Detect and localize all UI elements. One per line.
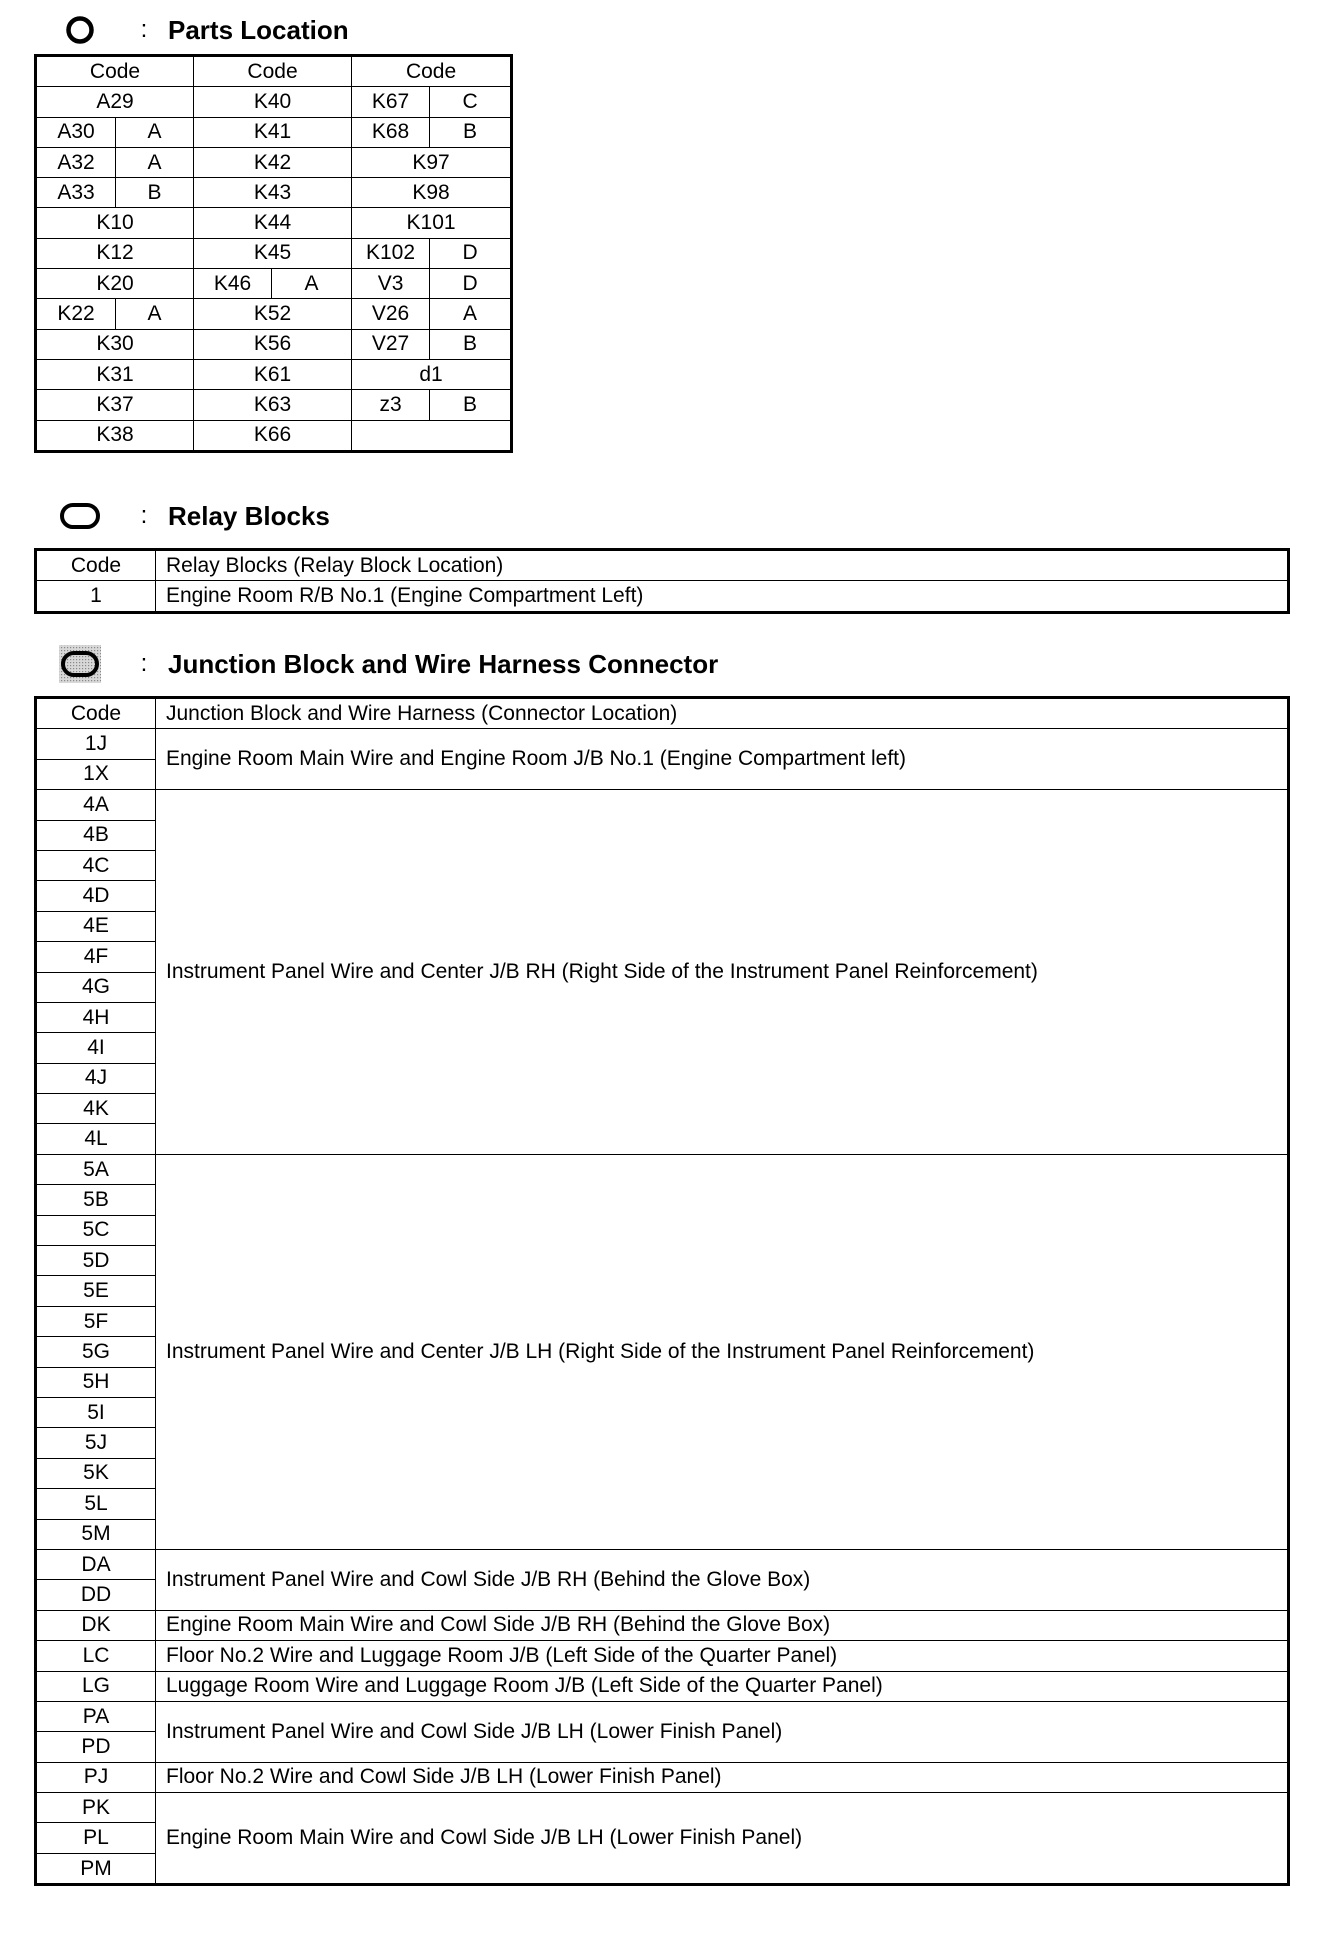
junction-code-cell: 4D xyxy=(36,881,156,911)
table-row xyxy=(36,178,512,208)
part-code-cell: K12 xyxy=(36,238,194,268)
table-row xyxy=(36,1610,1289,1640)
junction-code-cell: 5G xyxy=(36,1337,156,1367)
part-location-letter-cell: A xyxy=(116,299,194,329)
part-location-letter-cell: B xyxy=(116,178,194,208)
table-row xyxy=(36,359,512,389)
part-code-cell: A33 xyxy=(36,178,116,208)
junction-desc-cell: Instrument Panel Wire and Cowl Side J/B RH (Behind the Glove Box) xyxy=(156,1549,1289,1610)
part-code-cell: K101 xyxy=(352,208,512,238)
part-location-letter-cell: A xyxy=(430,299,512,329)
table-header-row xyxy=(36,550,1289,581)
part-code-cell: K40 xyxy=(194,87,352,117)
part-code-cell: V3 xyxy=(352,269,430,299)
junction-code-cell: LC xyxy=(36,1641,156,1671)
part-code-cell: K42 xyxy=(194,147,352,177)
part-code-cell: K46 xyxy=(194,269,272,299)
table-row xyxy=(36,581,1289,612)
part-code-cell: K43 xyxy=(194,178,352,208)
part-code-cell: A30 xyxy=(36,117,116,147)
junction-block-title: Junction Block and Wire Harness Connector xyxy=(168,648,719,679)
parts-location-heading xyxy=(58,12,349,48)
junction-code-cell: 4K xyxy=(36,1094,156,1124)
part-code-cell: K61 xyxy=(194,359,352,389)
relay-blocks-table xyxy=(34,548,1290,614)
junction-code-cell: 5K xyxy=(36,1458,156,1488)
part-code-cell: K68 xyxy=(352,117,430,147)
junction-code-cell: PJ xyxy=(36,1762,156,1792)
part-code-cell: K41 xyxy=(194,117,352,147)
table-header-row xyxy=(36,56,512,87)
relay-code-cell: 1 xyxy=(36,581,156,612)
junction-code-cell: 4B xyxy=(36,820,156,850)
part-code-cell: K10 xyxy=(36,208,194,238)
junction-code-cell: 5I xyxy=(36,1397,156,1427)
junction-desc-cell: Instrument Panel Wire and Center J/B RH (Right Side of the Instrument Panel Reinforcement) xyxy=(156,790,1289,1155)
junction-code-cell: 4E xyxy=(36,911,156,941)
junction-block-heading xyxy=(58,646,718,682)
junction-code-cell: PL xyxy=(36,1823,156,1853)
junction-code-cell: 5J xyxy=(36,1428,156,1458)
junction-code-cell: 4I xyxy=(36,1033,156,1063)
part-code-cell: K45 xyxy=(194,238,352,268)
table-row xyxy=(36,1762,1289,1792)
part-code-cell: A32 xyxy=(36,147,116,177)
junction-code-cell: DD xyxy=(36,1580,156,1610)
part-code-cell: K102 xyxy=(352,238,430,268)
junction-code-cell: 5H xyxy=(36,1367,156,1397)
junction-desc-cell: Engine Room Main Wire and Cowl Side J/B RH (Behind the Glove Box) xyxy=(156,1610,1289,1640)
junction-code-cell: DK xyxy=(36,1610,156,1640)
part-code-cell: K63 xyxy=(194,390,352,420)
table-row xyxy=(36,1671,1289,1701)
table-row xyxy=(36,238,512,268)
part-code-cell: K38 xyxy=(36,420,194,451)
junction-desc-cell: Floor No.2 Wire and Luggage Room J/B (Left Side of the Quarter Panel) xyxy=(156,1641,1289,1671)
part-location-letter-cell: B xyxy=(430,390,512,420)
junction-code-cell: 5F xyxy=(36,1306,156,1336)
junction-code-cell: PK xyxy=(36,1793,156,1823)
junction-header-desc: Junction Block and Wire Harness (Connector Location) xyxy=(156,698,1289,729)
table-row xyxy=(36,269,512,299)
table-row xyxy=(36,1701,1289,1731)
part-code-cell xyxy=(352,420,512,451)
part-code-cell: A29 xyxy=(36,87,194,117)
junction-code-cell: 4J xyxy=(36,1063,156,1093)
junction-code-cell: 5A xyxy=(36,1154,156,1184)
junction-code-cell: PA xyxy=(36,1701,156,1731)
part-code-cell: K98 xyxy=(352,178,512,208)
part-location-letter-cell: A xyxy=(116,117,194,147)
parts-location-table xyxy=(34,54,513,453)
junction-block-shaded-oval-icon xyxy=(58,648,102,680)
junction-desc-cell: Instrument Panel Wire and Cowl Side J/B LH (Lower Finish Panel) xyxy=(156,1701,1289,1762)
table-row xyxy=(36,87,512,117)
part-code-cell: K66 xyxy=(194,420,352,451)
part-code-cell: K30 xyxy=(36,329,194,359)
junction-block-table xyxy=(34,696,1290,1886)
junction-code-cell: 1J xyxy=(36,729,156,759)
junction-code-cell: 5D xyxy=(36,1246,156,1276)
table-row xyxy=(36,147,512,177)
table-row xyxy=(36,1154,1289,1184)
junction-code-cell: 5E xyxy=(36,1276,156,1306)
junction-code-cell: PM xyxy=(36,1853,156,1884)
part-code-cell: K44 xyxy=(194,208,352,238)
parts-header-code: Code xyxy=(352,56,512,87)
table-row xyxy=(36,729,1289,759)
parts-header-code: Code xyxy=(194,56,352,87)
part-location-letter-cell: C xyxy=(430,87,512,117)
junction-code-cell: 4C xyxy=(36,850,156,880)
relay-blocks-oval-icon xyxy=(58,500,102,532)
junction-code-cell: PD xyxy=(36,1732,156,1762)
part-code-cell: K52 xyxy=(194,299,352,329)
heading-colon: : xyxy=(140,502,148,529)
relay-desc-cell: Engine Room R/B No.1 (Engine Compartment Left) xyxy=(156,581,1289,612)
junction-code-cell: 4H xyxy=(36,1002,156,1032)
junction-code-cell: 5M xyxy=(36,1519,156,1549)
part-location-letter-cell: A xyxy=(116,147,194,177)
part-location-letter-cell: D xyxy=(430,269,512,299)
part-code-cell: K22 xyxy=(36,299,116,329)
part-code-cell: K97 xyxy=(352,147,512,177)
relay-header-desc: Relay Blocks (Relay Block Location) xyxy=(156,550,1289,581)
junction-code-cell: 4F xyxy=(36,942,156,972)
part-location-letter-cell: B xyxy=(430,117,512,147)
table-row xyxy=(36,1549,1289,1579)
table-row xyxy=(36,790,1289,820)
part-code-cell: K37 xyxy=(36,390,194,420)
table-row xyxy=(36,1793,1289,1823)
junction-code-cell: DA xyxy=(36,1549,156,1579)
heading-colon: : xyxy=(140,16,148,43)
junction-code-cell: 5L xyxy=(36,1489,156,1519)
table-row xyxy=(36,117,512,147)
junction-code-cell: 5C xyxy=(36,1215,156,1245)
junction-code-cell: LG xyxy=(36,1671,156,1701)
part-location-letter-cell: A xyxy=(272,269,352,299)
junction-code-cell: 4A xyxy=(36,790,156,820)
heading-colon: : xyxy=(140,650,148,677)
junction-desc-cell: Floor No.2 Wire and Cowl Side J/B LH (Lower Finish Panel) xyxy=(156,1762,1289,1792)
junction-code-cell: 4G xyxy=(36,972,156,1002)
part-code-cell: V27 xyxy=(352,329,430,359)
junction-code-cell: 1X xyxy=(36,759,156,789)
part-code-cell: K56 xyxy=(194,329,352,359)
part-location-letter-cell: B xyxy=(430,329,512,359)
part-code-cell: V26 xyxy=(352,299,430,329)
junction-desc-cell: Engine Room Main Wire and Engine Room J/B No.1 (Engine Compartment left) xyxy=(156,729,1289,790)
junction-desc-cell: Instrument Panel Wire and Center J/B LH (Right Side of the Instrument Panel Reinforcement) xyxy=(156,1154,1289,1549)
junction-code-cell: 5B xyxy=(36,1185,156,1215)
relay-blocks-title: Relay Blocks xyxy=(168,500,330,531)
part-location-letter-cell: D xyxy=(430,238,512,268)
relay-blocks-heading xyxy=(58,498,330,534)
part-code-cell: K67 xyxy=(352,87,430,117)
junction-desc-cell: Luggage Room Wire and Luggage Room J/B (Left Side of the Quarter Panel) xyxy=(156,1671,1289,1701)
junction-desc-cell: Engine Room Main Wire and Cowl Side J/B LH (Lower Finish Panel) xyxy=(156,1793,1289,1885)
part-code-cell: K20 xyxy=(36,269,194,299)
table-row xyxy=(36,390,512,420)
parts-header-code: Code xyxy=(36,56,194,87)
table-row xyxy=(36,1641,1289,1671)
table-row xyxy=(36,299,512,329)
part-code-cell: z3 xyxy=(352,390,430,420)
relay-header-code: Code xyxy=(36,550,156,581)
part-code-cell: K31 xyxy=(36,359,194,389)
junction-header-code: Code xyxy=(36,698,156,729)
table-row xyxy=(36,329,512,359)
parts-location-title: Parts Location xyxy=(168,14,349,45)
parts-location-circle-icon xyxy=(58,14,102,46)
table-row xyxy=(36,208,512,238)
table-row xyxy=(36,420,512,451)
junction-code-cell: 4L xyxy=(36,1124,156,1154)
part-code-cell: d1 xyxy=(352,359,512,389)
table-header-row xyxy=(36,698,1289,729)
